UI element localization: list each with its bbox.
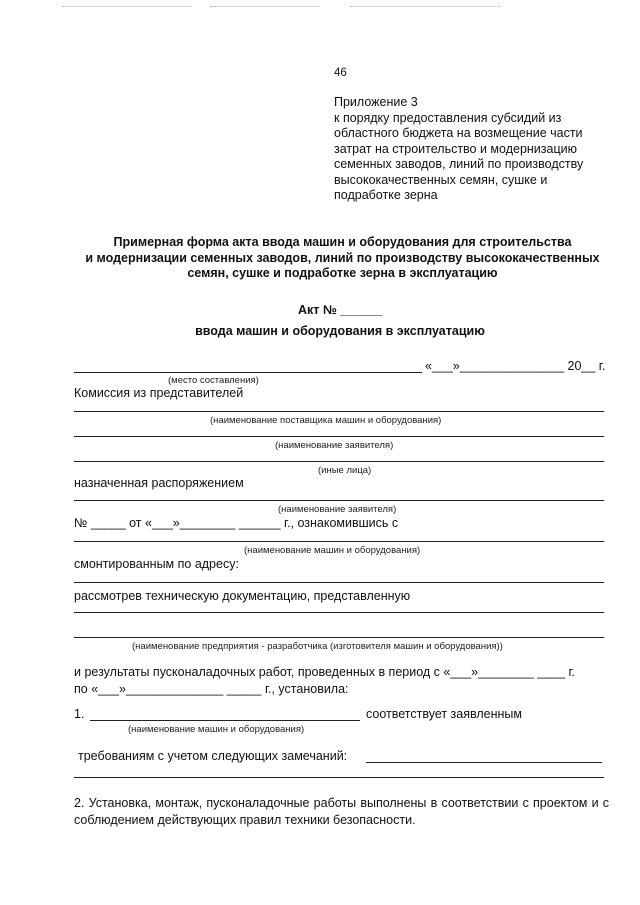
caption-applicant: (наименование заявителя) xyxy=(275,440,394,451)
scan-artifact xyxy=(210,6,320,7)
heading-line: и модернизации семенных заводов, линий по производству высококачественных xyxy=(85,250,600,265)
form-heading xyxy=(70,235,615,282)
order-applicant-field-line[interactable] xyxy=(74,500,604,501)
place-field-line[interactable] xyxy=(74,372,422,373)
caption-machines: (наименование машин и оборудования) xyxy=(244,545,421,556)
caption-supplier: (наименование поставщика машин и оборудования) xyxy=(210,415,442,426)
annex-title: Приложение 3 xyxy=(334,95,418,109)
remarks-field-line-2[interactable] xyxy=(74,777,604,778)
developer-field-line-2[interactable] xyxy=(74,637,604,638)
scan-artifact xyxy=(350,6,500,7)
annex-line: к порядку предоставления субсидий из xyxy=(334,110,562,125)
results-line-1: и результаты пусконаладочных работ, проведенных в период с «___»________ ____ г. xyxy=(74,665,576,679)
caption-others: (иные лица) xyxy=(318,465,372,476)
machines-field-line[interactable] xyxy=(74,541,604,542)
annex-line: подработке зерна xyxy=(334,188,438,202)
item2-paragraph: 2. Установка, монтаж, пусконаладочные работы выполнены в соответствии с проектом и с соблюдением действующих правил техники безопасности. xyxy=(74,796,609,827)
annex-block xyxy=(334,95,624,204)
mounted-label: смонтированным по адресу: xyxy=(74,557,239,571)
scan-artifact xyxy=(62,6,192,7)
caption-applicant2: (наименование заявителя) xyxy=(278,504,397,515)
remarks-field-line-1[interactable] xyxy=(366,762,602,763)
item1-number: 1. xyxy=(74,707,85,721)
results-line-2: по «___»______________ _____ г., установила: xyxy=(74,682,349,696)
heading-line: семян, сушке и подработке зерна в эксплуатацию xyxy=(187,266,498,280)
address-field-line[interactable] xyxy=(74,582,604,583)
supplier-field-line[interactable] xyxy=(74,411,604,412)
others-field-line[interactable] xyxy=(74,461,604,462)
reviewed-label: рассмотрев техническую документацию, представленную xyxy=(74,589,411,603)
caption-place: (место составления) xyxy=(168,375,259,386)
commission-label: Комиссия из представителей xyxy=(74,386,244,400)
heading-line: Примерная форма акта ввода машин и оборудования для строительства xyxy=(113,235,572,249)
caption-developer: (наименование предприятия - разработчика (изготовителя машин и оборудования)) xyxy=(132,641,503,652)
appointed-label: назначенная распоряжением xyxy=(74,476,244,490)
act-subtitle: ввода машин и оборудования в эксплуатацию xyxy=(195,324,485,338)
annex-line: затрат на строительство и модернизацию xyxy=(334,141,577,156)
item1-text: соответствует заявленным xyxy=(366,707,522,721)
order-line: № _____ от «___»________ ______ г., ознакомившись с xyxy=(74,516,399,530)
applicant-field-line[interactable] xyxy=(74,436,604,437)
date-line: «___»_______________ 20__ г. xyxy=(425,359,606,373)
item1-machines-field-line[interactable] xyxy=(90,720,360,721)
annex-line: областного бюджета на возмещение части xyxy=(334,126,583,140)
requirements-label: требованиям с учетом следующих замечаний: xyxy=(78,749,348,763)
annex-line: высококачественных семян, сушке и xyxy=(334,172,548,187)
caption-machines2: (наименование машин и оборудования) xyxy=(128,724,305,735)
developer-field-line-1[interactable] xyxy=(74,612,604,613)
act-title: Акт № ______ xyxy=(298,303,382,317)
annex-line: семенных заводов, линий по производству xyxy=(334,157,584,171)
page-number: 46 xyxy=(334,67,347,79)
